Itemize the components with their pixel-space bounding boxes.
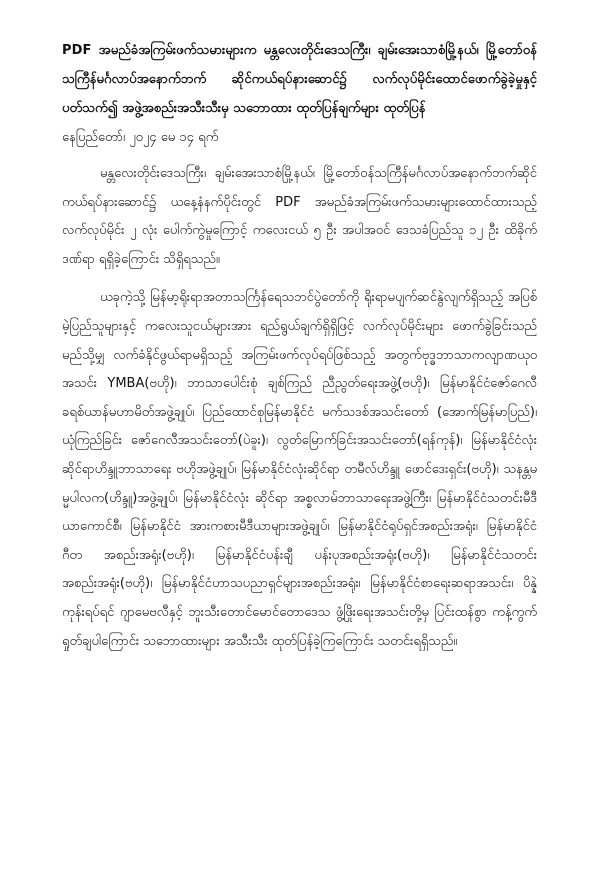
article-dateline: နေပြည်တော်၊ ၂၀၂၄ မေ ၁၄ ရက် <box>62 130 219 145</box>
article-paragraph-1: မန္တလေးတိုင်းဒေသကြီး၊ ချမ်းအေးသာစံမြို့နယ်၊ မြို့တော်ဝန်သကြီန်မင်္ဂလာပ်အနောက်ဘက်ဆိုင်ကယ်ရပ်နားဆောင်၌ ယနေ့နံနက်ပိုင်းတွင် PDF အမည်ခံအကြမ်းဖက်သမားများထောင်ထားသည့် လက်လုပ်မိုင်း ၂ လုံး ပေါက်ကွဲမှုကြောင့် ကလေးငယ် ၅ ဦး အပါအဝင် ဒေသခံပြည်သူ ၁၂ ဦး ထိခိုက်ဒဏ်ရာ ရရှိခဲ့ကြောင်း သိရှိရသည်။ <box>62 166 537 267</box>
article-paragraph-2: ယခုကဲ့သို့ မြန်မာ့ရိုးရာအတာသင်္ကြန်ရေသဘင်ပွဲတော်ကို ရိုးရာမပျက်ဆင်နွဲလျက်ရှိသည့် အပြစ်မဲ့ပြည်သူများနှင့် ကလေးသူငယ်များအား ရည်ရွယ်ချက်ရှိရှိဖြင့် လက်လုပ်မိုင်းများ ဖောက်ခွဲခြင်းသည် မည်သို့မျှ လက်ခံနိုင်ဖွယ်ရာမရှိသည့် အကြမ်းဖက်လုပ်ရပ်ဖြစ်သည့် အတွက်ဗုဒ္ဓဘာသာကလျာဏယုဝအသင်း YMBA(ဗဟို)၊ ဘာသာပေါင်းစုံ ချစ်ကြည် ညီညွတ်ရေးအဖွဲ့(ဗဟို)၊ မြန်မာနိုင်ငံဇော်ဂေလီ ခရစ်ယာန်မဟာမိတ်အဖွဲ့ချုပ်၊ ပြည်ထောင်စုမြန်မာနိုင်ငံ မက်သဒစ်အသင်းတော် (အောက်မြန်မာပြည်)၊ ယုံကြည်ခြင်း ဇော်ဂေလီအသင်းတော်(ပဲခူး)၊ လွတ်မြောက်ခြင်းအသင်းတော်(ရန်ကုန်)၊ မြန်မာနိုင်ငံလုံး ဆိုင်ရာဟိန္ဒူဘာသာရေး ဗဟိုအဖွဲ့ချုပ်၊ မြန်မာနိုင်ငံလုံးဆိုင်ရာ တမီလ်ဟိန္ဒူ ဖောင်ဒေးရှင်း(ဗဟို)၊ သနန္တမမ္မပါလက(ဟိန္ဒူ)အဖွဲ့ချုပ်၊ မြန်မာနိုင်ငံလုံး ဆိုင်ရာ အစ္စလာမ်ဘာသာရေးအဖွဲ့ကြီး၊ မြန်မာနိုင်ငံသတင်းမီဒီယာကောင်စီ၊ မြန်မာနိုင်ငံ အားကစားမီဒီယာများအဖွဲ့ချုပ်၊ မြန်မာနိုင်ငံရုပ်ရှင်အစည်းအရုံး၊ မြန်မာနိုင်ငံဂီတ အစည်းအရုံး(ဗဟို)၊ မြန်မာနိုင်ငံပန်းချီ ပန်းပုအစည်းအရုံး(ဗဟို)၊ မြန်မာနိုင်ငံသတင်း အစည်းအရုံး(ဗဟို)၊ မြန်မာနိုင်ငံဟာသပညာရှင်များအစည်းအရုံး၊ မြန်မာနိုင်ငံစာရေးဆရာအသင်း၊ ပိန္နဲကုန်းရပ်ရင် ဂျာမေဗလီနှင့် ဘူးသီးတောင်မောင်တောဒေသ ဖွံ့ဖြိုးရေးအသင်းတို့မှ ပြင်းထန်စွာ ကန့်ကွက်ရှုတ်ချပါကြောင်း သဘောထားများ အသီးသီး ထုတ်ပြန်ခဲ့ကြကြောင်း သတင်းရရှိသည်။ <box>62 290 537 649</box>
article-headline: PDF အမည်ခံအကြမ်းဖက်သမားများက မန္တလေးတိုင်းဒေသကြီး၊ ချမ်းအေးသာစံမြို့နယ်၊ မြို့တော်ဝန်သကြီန်မင်္ဂလာပ်အနောက်ဘက် ဆိုင်ကယ်ရပ်နားဆောင်၌ လက်လုပ်မိုင်းထောင်ဖောက်ခွဲခဲ့မှုနှင့် ပတ်သက်၍ အဖွဲ့အစည်းအသီးသီးမှ သဘောထား ထုတ်ပြန်ချက်များ ထုတ်ပြန် <box>62 43 537 116</box>
